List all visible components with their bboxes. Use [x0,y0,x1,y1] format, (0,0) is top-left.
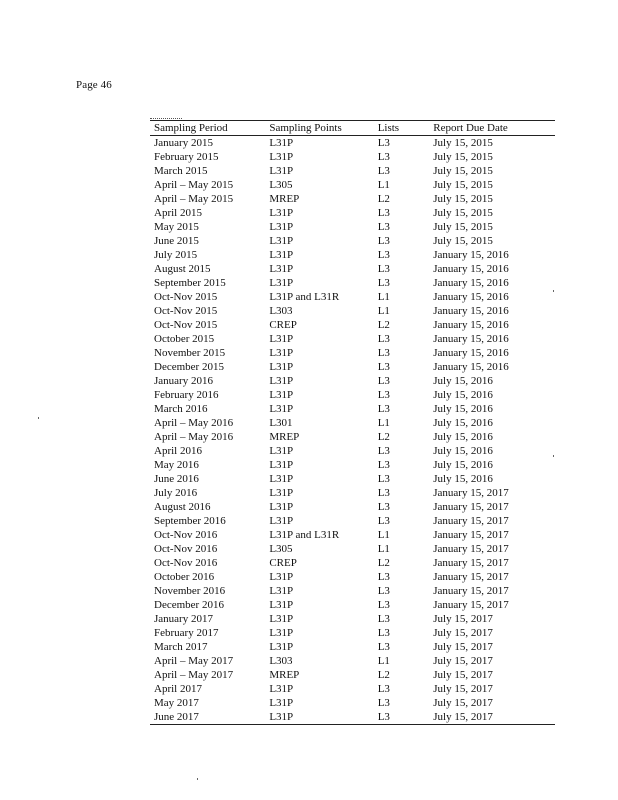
cell-sampling-points: L31P and L31R [269,291,340,303]
cell-report-due-date: July 15, 2016 [433,473,493,485]
cell-lists: L1 [377,417,390,429]
cell-sampling-period: April – May 2015 [154,193,234,205]
cell-sampling-period: Oct-Nov 2015 [154,305,218,317]
cell-sampling-points: L305 [269,543,293,555]
table-row [150,710,555,725]
cell-sampling-points: L305 [269,179,293,191]
cell-lists: L3 [377,571,390,583]
cell-report-due-date: July 15, 2016 [433,431,493,443]
cell-sampling-period: Oct-Nov 2016 [154,557,218,569]
table-row [150,220,555,234]
cell-report-due-date: July 15, 2015 [433,179,493,191]
table-row [150,612,555,626]
table-row [150,584,555,598]
cell-lists: L3 [377,613,390,625]
cell-lists: L3 [377,445,390,457]
table-row [150,402,555,416]
cell-lists: L3 [377,347,390,359]
cell-sampling-points: MREP [269,431,300,443]
cell-lists: L3 [377,277,390,289]
cell-report-due-date: July 15, 2015 [433,221,493,233]
cell-lists: L1 [377,655,390,667]
cell-report-due-date: July 15, 2016 [433,375,493,387]
page-number: Page 46 [76,79,112,91]
cell-report-due-date: January 15, 2016 [433,319,509,331]
cell-report-due-date: January 15, 2016 [433,333,509,345]
cell-sampling-period: June 2016 [154,473,199,485]
cell-sampling-period: April – May 2017 [154,655,234,667]
table-row [150,542,555,556]
cell-report-due-date: July 15, 2017 [429,710,555,725]
table-row [150,360,555,374]
table-header-row [150,121,555,136]
cell-sampling-points: L31P [269,333,294,345]
table-row [150,346,555,360]
cell-sampling-period: February 2015 [154,151,219,163]
table-row [150,626,555,640]
cell-lists: L2 [377,431,390,443]
table-row [150,276,555,290]
cell-lists: L1 [377,179,390,191]
cell-report-due-date: July 15, 2017 [433,655,493,667]
cell-sampling-period: February 2016 [154,389,219,401]
cell-lists: L3 [377,375,390,387]
table-row [150,374,555,388]
cell-report-due-date: July 15, 2015 [433,151,493,163]
header-sampling-period: Sampling Period [150,121,265,136]
cell-report-due-date: July 15, 2017 [433,683,493,695]
table-row [150,248,555,262]
table-row [150,556,555,570]
cell-sampling-points: L31P [269,389,294,401]
cell-lists: L3 [377,627,390,639]
table-row [150,192,555,206]
table-row [150,416,555,430]
cell-report-due-date: January 15, 2016 [433,361,509,373]
cell-report-due-date: January 15, 2016 [433,291,509,303]
cell-lists: L3 [374,710,430,725]
cell-lists: L3 [377,361,390,373]
table-row [150,318,555,332]
cell-report-due-date: January 15, 2017 [433,487,509,499]
cell-sampling-points: L31P [269,627,294,639]
cell-sampling-period: April 2017 [154,683,202,695]
cell-sampling-period: December 2016 [154,599,224,611]
cell-sampling-period: April – May 2016 [154,417,234,429]
cell-sampling-points: MREP [269,669,300,681]
cell-sampling-period: August 2016 [154,501,211,513]
cell-sampling-points: L31P [269,263,294,275]
cell-sampling-points: L31P [269,613,294,625]
cell-report-due-date: January 15, 2017 [433,557,509,569]
cell-lists: L3 [377,641,390,653]
cell-lists: L1 [377,291,390,303]
cell-sampling-points: L31P [269,459,294,471]
cell-lists: L3 [377,137,390,149]
table-row [150,654,555,668]
cell-sampling-points: MREP [269,193,300,205]
cell-sampling-points: L31P [269,207,294,219]
cell-lists: L3 [377,221,390,233]
cell-sampling-period: Oct-Nov 2016 [154,543,218,555]
scan-speck [553,290,554,292]
cell-report-due-date: July 15, 2015 [433,207,493,219]
cell-sampling-period: July 2016 [154,487,198,499]
cell-report-due-date: July 15, 2017 [433,669,493,681]
cell-sampling-period: March 2017 [154,641,208,653]
cell-sampling-period: June 2017 [150,710,265,725]
cell-sampling-points: L31P [269,165,294,177]
cell-lists: L3 [377,473,390,485]
cell-sampling-period: April – May 2016 [154,431,234,443]
table-row [150,332,555,346]
cell-report-due-date: January 15, 2017 [433,515,509,527]
cell-report-due-date: January 15, 2016 [433,305,509,317]
cell-sampling-period: May 2015 [154,221,199,233]
table-row [150,668,555,682]
cell-sampling-points: L31P [269,375,294,387]
cell-lists: L2 [377,193,390,205]
cell-sampling-points: L31P [269,445,294,457]
cell-lists: L3 [377,501,390,513]
cell-sampling-points: L31P [269,403,294,415]
cell-sampling-period: January 2015 [154,137,213,149]
header-report-due-date: Report Due Date [429,121,555,136]
cell-sampling-points: L31P [269,277,294,289]
cell-report-due-date: July 15, 2015 [433,235,493,247]
cell-sampling-period: April – May 2015 [154,179,234,191]
table-row [150,164,555,178]
table-row [150,640,555,654]
cell-sampling-period: May 2017 [154,697,199,709]
cell-sampling-points: L31P [269,361,294,373]
table-row [150,206,555,220]
header-lists: Lists [374,121,430,136]
cell-sampling-points: CREP [269,319,297,331]
cell-sampling-period: September 2016 [154,515,226,527]
table-row [150,682,555,696]
table-row [150,472,555,486]
cell-lists: L2 [377,669,390,681]
cell-sampling-period: March 2016 [154,403,208,415]
cell-report-due-date: July 15, 2015 [433,137,493,149]
cell-sampling-period: Oct-Nov 2016 [154,529,218,541]
cell-report-due-date: January 15, 2016 [433,249,509,261]
cell-sampling-points: L31P [269,641,294,653]
cell-sampling-period: Oct-Nov 2015 [154,319,218,331]
table-row [150,696,555,710]
cell-sampling-period: October 2015 [154,333,215,345]
cell-sampling-period: July 2015 [154,249,198,261]
cell-sampling-points: L31P [269,697,294,709]
table-row [150,178,555,192]
cell-report-due-date: July 15, 2015 [433,165,493,177]
cell-lists: L3 [377,585,390,597]
cell-sampling-points: L31P [269,501,294,513]
cell-lists: L3 [377,683,390,695]
cell-sampling-points: L31P [269,249,294,261]
table-row [150,388,555,402]
cell-lists: L3 [377,599,390,611]
cell-sampling-period: September 2015 [154,277,226,289]
cell-lists: L3 [377,459,390,471]
cell-lists: L3 [377,263,390,275]
cell-sampling-points: L31P [269,151,294,163]
cell-sampling-points: L31P [265,710,373,725]
cell-lists: L3 [377,333,390,345]
cell-lists: L3 [377,165,390,177]
cell-report-due-date: July 15, 2017 [433,627,493,639]
cell-sampling-points: L31P [269,473,294,485]
cell-sampling-points: L31P [269,487,294,499]
table-row [150,430,555,444]
cell-lists: L2 [377,319,390,331]
cell-report-due-date: January 15, 2017 [433,543,509,555]
cell-report-due-date: January 15, 2017 [433,529,509,541]
cell-sampling-points: L31P [269,515,294,527]
cell-sampling-points: CREP [269,557,297,569]
cell-report-due-date: January 15, 2017 [433,501,509,513]
cell-sampling-points: L31P [269,585,294,597]
cell-lists: L1 [377,529,390,541]
cell-report-due-date: July 15, 2017 [433,641,493,653]
cell-report-due-date: July 15, 2016 [433,459,493,471]
cell-sampling-period: June 2015 [154,235,199,247]
table-row [150,234,555,248]
header-sampling-points: Sampling Points [265,121,373,136]
cell-sampling-period: October 2016 [154,571,215,583]
cell-sampling-period: March 2015 [154,165,208,177]
cell-report-due-date: January 15, 2016 [433,277,509,289]
cell-lists: L2 [377,557,390,569]
cell-lists: L3 [377,249,390,261]
cell-report-due-date: July 15, 2016 [433,403,493,415]
cell-report-due-date: July 15, 2015 [433,193,493,205]
cell-sampling-period: February 2017 [154,627,219,639]
cell-lists: L1 [377,305,390,317]
cell-report-due-date: January 15, 2017 [433,571,509,583]
table-row [150,304,555,318]
table-row [150,150,555,164]
cell-lists: L1 [377,543,390,555]
cell-report-due-date: July 15, 2017 [433,613,493,625]
cell-report-due-date: July 15, 2016 [433,389,493,401]
cell-report-due-date: July 15, 2017 [433,697,493,709]
cell-report-due-date: January 15, 2016 [433,263,509,275]
sampling-schedule-table [150,120,555,725]
table-body [150,136,555,725]
table-row [150,598,555,612]
cell-sampling-period: August 2015 [154,263,211,275]
cell-sampling-points: L31P [269,347,294,359]
cell-sampling-points: L31P [269,137,294,149]
cell-report-due-date: July 15, 2016 [433,445,493,457]
table-row [150,486,555,500]
table-row [150,290,555,304]
table-row [150,514,555,528]
cell-lists: L3 [377,515,390,527]
cell-report-due-date: January 15, 2017 [433,599,509,611]
cell-lists: L3 [377,697,390,709]
scan-speck [553,455,554,457]
table-row [150,458,555,472]
table-row [150,570,555,584]
cell-sampling-period: November 2015 [154,347,226,359]
scan-speck [38,417,39,419]
cell-lists: L3 [377,487,390,499]
cell-sampling-period: April 2015 [154,207,202,219]
cell-sampling-period: January 2017 [154,613,213,625]
table-row [150,136,555,151]
cell-lists: L3 [377,389,390,401]
cell-sampling-points: L31P [269,683,294,695]
scan-speck [197,778,198,780]
table-row [150,444,555,458]
cell-sampling-period: January 2016 [154,375,213,387]
cell-lists: L3 [377,235,390,247]
cell-sampling-period: November 2016 [154,585,226,597]
cell-report-due-date: January 15, 2017 [433,585,509,597]
cell-sampling-period: April 2016 [154,445,202,457]
cell-lists: L3 [377,403,390,415]
table-row [150,500,555,514]
table-row [150,262,555,276]
cell-sampling-points: L31P [269,599,294,611]
cell-lists: L3 [377,207,390,219]
cell-sampling-points: L31P [269,221,294,233]
cell-sampling-period: April – May 2017 [154,669,234,681]
cell-sampling-points: L31P [269,235,294,247]
cell-sampling-period: December 2015 [154,361,224,373]
cell-lists: L3 [377,151,390,163]
cell-report-due-date: July 15, 2016 [433,417,493,429]
cell-sampling-points: L303 [269,655,293,667]
cell-sampling-points: L301 [269,417,293,429]
cell-sampling-points: L31P [269,571,294,583]
cell-sampling-points: L303 [269,305,293,317]
cell-sampling-points: L31P and L31R [269,529,340,541]
cell-sampling-period: Oct-Nov 2015 [154,291,218,303]
table-row [150,528,555,542]
cell-sampling-period: May 2016 [154,459,199,471]
cell-report-due-date: January 15, 2016 [433,347,509,359]
